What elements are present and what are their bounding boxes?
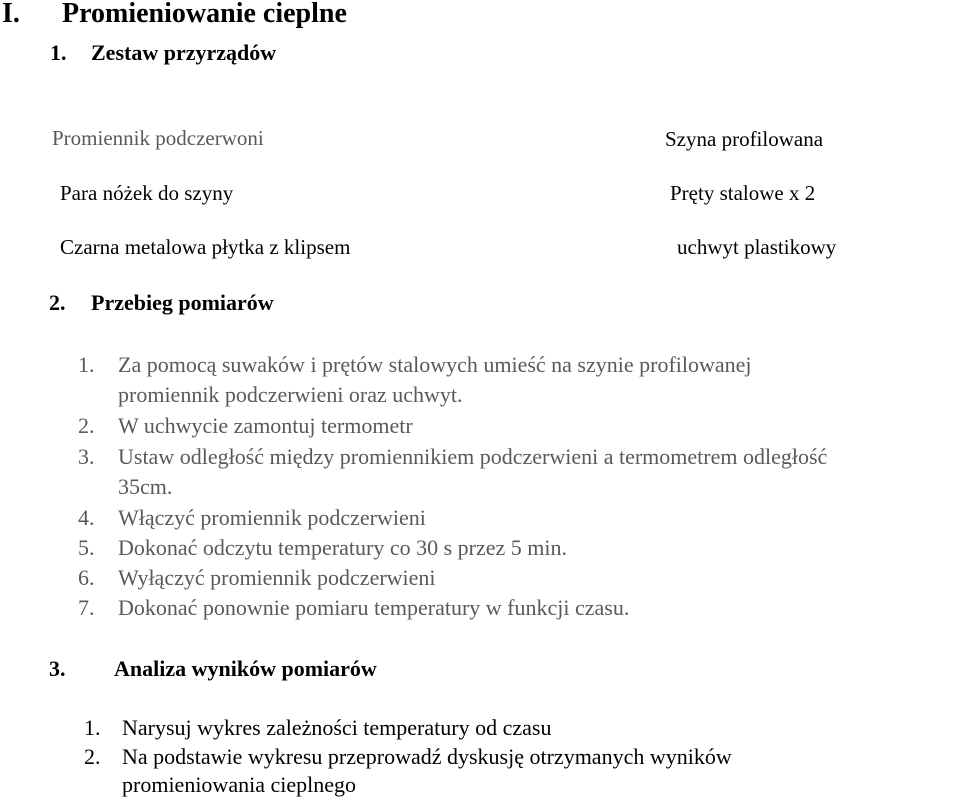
equipment-item-left-1: Promiennik podczerwoni	[52, 126, 264, 150]
procedure-step-2-line-1: W uchwycie zamontuj termometr	[118, 413, 413, 438]
section-number: I.	[2, 0, 20, 29]
procedure-step-4-line-1: Włączyć promiennik podczerwieni	[118, 505, 426, 530]
procedure-step-5-line-1: Dokonać odczytu temperatury co 30 s przez 5 min.	[118, 535, 568, 560]
procedure-step-3-line-2: 35cm.	[118, 474, 173, 499]
analysis-step-1-number: 1.	[84, 715, 101, 740]
equipment-item-right-2: Pręty stalowe x 2	[670, 181, 816, 205]
procedure-step-3-line-1: Ustaw odległość między promiennikiem podczerwieni a termometrem odległość	[118, 444, 828, 469]
analysis-step-2-number: 2.	[84, 744, 101, 769]
procedure-step-7-number: 7.	[78, 595, 95, 620]
analysis-heading: Analiza wyników pomiarów	[114, 656, 377, 681]
equipment-item-right-3: uchwyt plastikowy	[677, 235, 837, 259]
equipment-item-right-1: Szyna profilowana	[665, 127, 824, 151]
procedure-step-3-number: 3.	[78, 444, 95, 469]
procedure-step-5-number: 5.	[78, 535, 95, 560]
analysis-step-2-line-1: Na podstawie wykresu przeprowadź dyskusję otrzymanych wyników	[122, 744, 732, 769]
equipment-item-left-3: Czarna metalowa płytka z klipsem	[60, 235, 351, 259]
equipment-heading: Zestaw przyrządów	[91, 40, 277, 65]
procedure-step-6-number: 6.	[78, 565, 95, 590]
procedure-step-7-line-1: Dokonać ponownie pomiaru temperatury w funkcji czasu.	[118, 595, 630, 620]
procedure-step-1-line-2: promiennik podczerwieni oraz uchwyt.	[118, 382, 463, 407]
procedure-heading: Przebieg pomiarów	[91, 290, 274, 315]
procedure-number: 2.	[49, 290, 66, 315]
procedure-step-1-number: 1.	[78, 352, 95, 377]
procedure-step-2-number: 2.	[78, 413, 95, 438]
procedure-step-6-line-1: Wyłączyć promiennik podczerwieni	[118, 565, 436, 590]
analysis-step-1-line-1: Narysuj wykres zależności temperatury od czasu	[122, 715, 552, 740]
procedure-step-4-number: 4.	[78, 505, 95, 530]
equipment-item-left-2: Para nóżek do szyny	[60, 181, 234, 205]
section-title: Promieniowanie cieplne	[62, 0, 347, 29]
procedure-step-1-line-1: Za pomocą suwaków i prętów stalowych umieść na szynie profilowanej	[118, 352, 752, 377]
equipment-number: 1.	[50, 40, 67, 65]
analysis-number: 3.	[49, 656, 66, 681]
analysis-step-2-line-2: promieniowania cieplnego	[122, 772, 356, 797]
